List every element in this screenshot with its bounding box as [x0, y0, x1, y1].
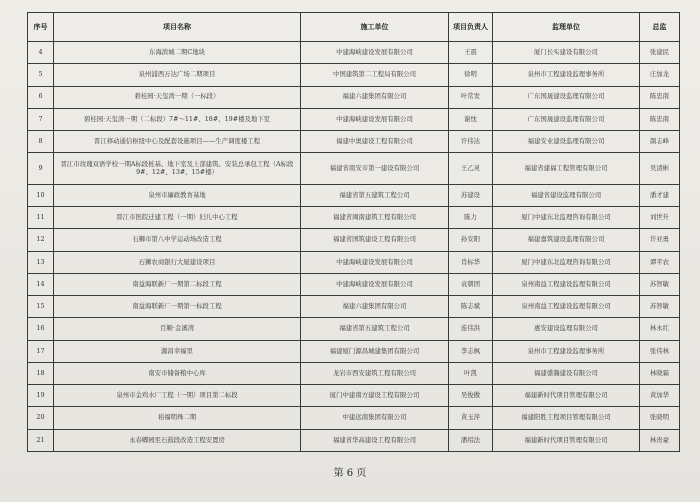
table-row	[28, 184, 680, 206]
cell-seq: 6	[28, 86, 54, 108]
cell-chief: 林晓霜	[640, 362, 680, 384]
cell-manager: 黄玉萍	[449, 407, 493, 429]
cell-chief: 潘才建	[640, 184, 680, 206]
cell-supervisor: 福建盛瀚建设有限公司	[493, 362, 640, 384]
table-row	[28, 251, 680, 273]
cell-manager: 吴俊傲	[449, 385, 493, 407]
cell-supervisor: 福建阳胜工程项目管理有限公司	[493, 407, 640, 429]
cell-supervisor: 广东国晟建设监理有限公司	[493, 86, 640, 108]
cell-manager: 袁朝团	[449, 273, 493, 295]
cell-chief: 张建民	[640, 42, 680, 64]
cell-supervisor: 福建省建福工程管理有限公司	[493, 153, 640, 185]
cell-supervisor: 福建嘉筑建设监理有限公司	[493, 229, 640, 251]
cell-manager: 王乙灵	[449, 153, 493, 185]
cell-chief: 颜志峰	[640, 131, 680, 153]
cell-contractor: 福建省第五建筑工程公司	[301, 318, 449, 340]
cell-manager: 连伟洪	[449, 318, 493, 340]
cell-project: 东海滨城二期C地块	[54, 42, 301, 64]
header-manager: 项目负责人	[449, 13, 493, 42]
cell-project: 裕福明珠二期	[54, 407, 301, 429]
cell-chief: 吴清彬	[640, 153, 680, 185]
table-row	[28, 86, 680, 108]
cell-supervisor: 厦门中建东北监理咨询有限公司	[493, 207, 640, 229]
cell-chief: 黄加华	[640, 385, 680, 407]
cell-manager: 叶凯	[449, 362, 493, 384]
cell-supervisor: 泉州市工程建设监理事务所	[493, 64, 640, 86]
cell-contractor: 中建远南集团有限公司	[301, 407, 449, 429]
table-row	[28, 42, 680, 64]
cell-supervisor: 福建安业建设监理有限公司	[493, 131, 640, 153]
table-row	[28, 153, 680, 185]
cell-contractor: 福建厦门源昌城建集团有限公司	[301, 340, 449, 362]
cell-contractor: 中建海峡建设发展有限公司	[301, 273, 449, 295]
cell-manager: 李志枫	[449, 340, 493, 362]
cell-chief: 林贵豪	[640, 429, 680, 451]
cell-project: 碧桂园·天玺湾一期（二标段）7#～11#、18#、19#楼及地下室	[54, 108, 301, 130]
table-row	[28, 273, 680, 295]
cell-chief: 刘世升	[640, 207, 680, 229]
cell-seq: 4	[28, 42, 54, 64]
cell-manager: 陈力	[449, 207, 493, 229]
cell-contractor: 龙岩市西安建筑工程有限公司	[301, 362, 449, 384]
cell-manager: 陈志斌	[449, 296, 493, 318]
table-row	[28, 131, 680, 153]
cell-project: 晋江市玫瑰双语学校一期A标段桩基、地下室及上部建筑、安装总承包工程（A标段9#、12#、13#、15#楼）	[54, 153, 301, 185]
cell-contractor: 中国建筑第二工程局有限公司	[301, 64, 449, 86]
header-contractor: 施工单位	[301, 13, 449, 42]
table-row	[28, 429, 680, 451]
cell-seq: 13	[28, 251, 54, 273]
cell-project: 源昌幸福里	[54, 340, 301, 362]
table-row	[28, 64, 680, 86]
cell-seq: 18	[28, 362, 54, 384]
project-table	[27, 12, 680, 452]
cell-seq: 10	[28, 184, 54, 206]
cell-chief: 张伟林	[640, 340, 680, 362]
header-seq: 序号	[28, 13, 54, 42]
cell-manager: 叶常发	[449, 86, 493, 108]
cell-project: 泉州浦西万达广场二期项目	[54, 64, 301, 86]
header-supervisor: 监理单位	[493, 13, 640, 42]
cell-contractor: 福建省南安市第一建设有限公司	[301, 153, 449, 185]
cell-seq: 7	[28, 108, 54, 130]
cell-seq: 9	[28, 153, 54, 185]
cell-supervisor: 福建新时代项目管理有限公司	[493, 385, 640, 407]
cell-seq: 19	[28, 385, 54, 407]
cell-manager: 王震	[449, 42, 493, 64]
header-chief: 总监	[640, 13, 680, 42]
cell-contractor: 厦门中建南方建设工程有限公司	[301, 385, 449, 407]
cell-project: 泉州市金鸡水厂工程（一期）项目第二标段	[54, 385, 301, 407]
table-row	[28, 229, 680, 251]
cell-project: 南益海联新厂一期第一标段工程	[54, 296, 301, 318]
cell-manager: 许伟达	[449, 131, 493, 153]
cell-manager: 苏建设	[449, 184, 493, 206]
cell-chief: 林永红	[640, 318, 680, 340]
cell-project: 石狮农商银行大厦建设项目	[54, 251, 301, 273]
cell-manager: 肖标华	[449, 251, 493, 273]
cell-chief: 陈忠南	[640, 108, 680, 130]
cell-manager: 谢忱	[449, 108, 493, 130]
cell-contractor: 福建省第五建筑工程公司	[301, 184, 449, 206]
cell-project: 永春卿园至石鼓段改造工程安置房	[54, 429, 301, 451]
cell-manager: 潘绍法	[449, 429, 493, 451]
cell-contractor: 福建省华高建设工程有限公司	[301, 429, 449, 451]
cell-seq: 21	[28, 429, 54, 451]
cell-chief: 庄加龙	[640, 64, 680, 86]
cell-chief: 张晓明	[640, 407, 680, 429]
cell-contractor: 中建海峡建设发展有限公司	[301, 42, 449, 64]
cell-contractor: 福建省国筑建设工程有限公司	[301, 229, 449, 251]
header-project: 项目名称	[54, 13, 301, 42]
cell-project: 石狮市第八中学运动场改造工程	[54, 229, 301, 251]
cell-chief: 谭平农	[640, 251, 680, 273]
cell-contractor: 福建六建集团有限公司	[301, 86, 449, 108]
cell-supervisor: 厦门中建东北监理咨询有限公司	[493, 251, 640, 273]
cell-contractor: 福建省闽南建筑工程有限公司	[301, 207, 449, 229]
cell-chief: 苏智敏	[640, 273, 680, 295]
cell-project: 南益海联新厂一期第二标段工程	[54, 273, 301, 295]
cell-chief: 陈忠南	[640, 86, 680, 108]
table-row	[28, 207, 680, 229]
cell-project: 泉州市廉政教育基地	[54, 184, 301, 206]
cell-contractor: 福建六建集团有限公司	[301, 296, 449, 318]
cell-supervisor: 福建新时代项目管理有限公司	[493, 429, 640, 451]
cell-project: 南安市储备粮中心库	[54, 362, 301, 384]
cell-seq: 11	[28, 207, 54, 229]
cell-seq: 14	[28, 273, 54, 295]
cell-seq: 5	[28, 64, 54, 86]
cell-manager: 孙安阳	[449, 229, 493, 251]
table-row	[28, 318, 680, 340]
cell-supervisor: 惠安建设监理有限公司	[493, 318, 640, 340]
table-header-row	[28, 13, 680, 42]
cell-supervisor: 厦门长实建设有限公司	[493, 42, 640, 64]
cell-project: 晋江市医院迁建工程（一期）妇儿中心工程	[54, 207, 301, 229]
cell-project: 百顺·金溪湾	[54, 318, 301, 340]
cell-seq: 12	[28, 229, 54, 251]
cell-supervisor: 福建省建设监理有限公司	[493, 184, 640, 206]
cell-contractor: 中建海峡建设发展有限公司	[301, 251, 449, 273]
cell-seq: 15	[28, 296, 54, 318]
page-number: 第 6 页	[333, 468, 367, 479]
cell-seq: 20	[28, 407, 54, 429]
table-row	[28, 296, 680, 318]
cell-supervisor: 泉州南益工程建设监理有限公司	[493, 296, 640, 318]
cell-manager: 徐明	[449, 64, 493, 86]
cell-chief: 苏智敏	[640, 296, 680, 318]
cell-seq: 8	[28, 131, 54, 153]
cell-contractor: 中建海峡建设发展有限公司	[301, 108, 449, 130]
table-row	[28, 340, 680, 362]
table-row	[28, 108, 680, 130]
table-row	[28, 385, 680, 407]
table-row	[28, 407, 680, 429]
cell-chief: 许亚勇	[640, 229, 680, 251]
cell-project: 晋江移动通信枢纽中心及配套设施项目——生产调度楼工程	[54, 131, 301, 153]
table-row	[28, 362, 680, 384]
cell-supervisor: 泉州南益工程建设监理有限公司	[493, 273, 640, 295]
cell-seq: 17	[28, 340, 54, 362]
cell-project: 碧桂园·天玺湾一期（一标段）	[54, 86, 301, 108]
cell-contractor: 福建中奥建设工程有限公司	[301, 131, 449, 153]
cell-seq: 16	[28, 318, 54, 340]
cell-supervisor: 泉州市工程建设监理事务所	[493, 340, 640, 362]
cell-supervisor: 广东国晟建设监理有限公司	[493, 108, 640, 130]
